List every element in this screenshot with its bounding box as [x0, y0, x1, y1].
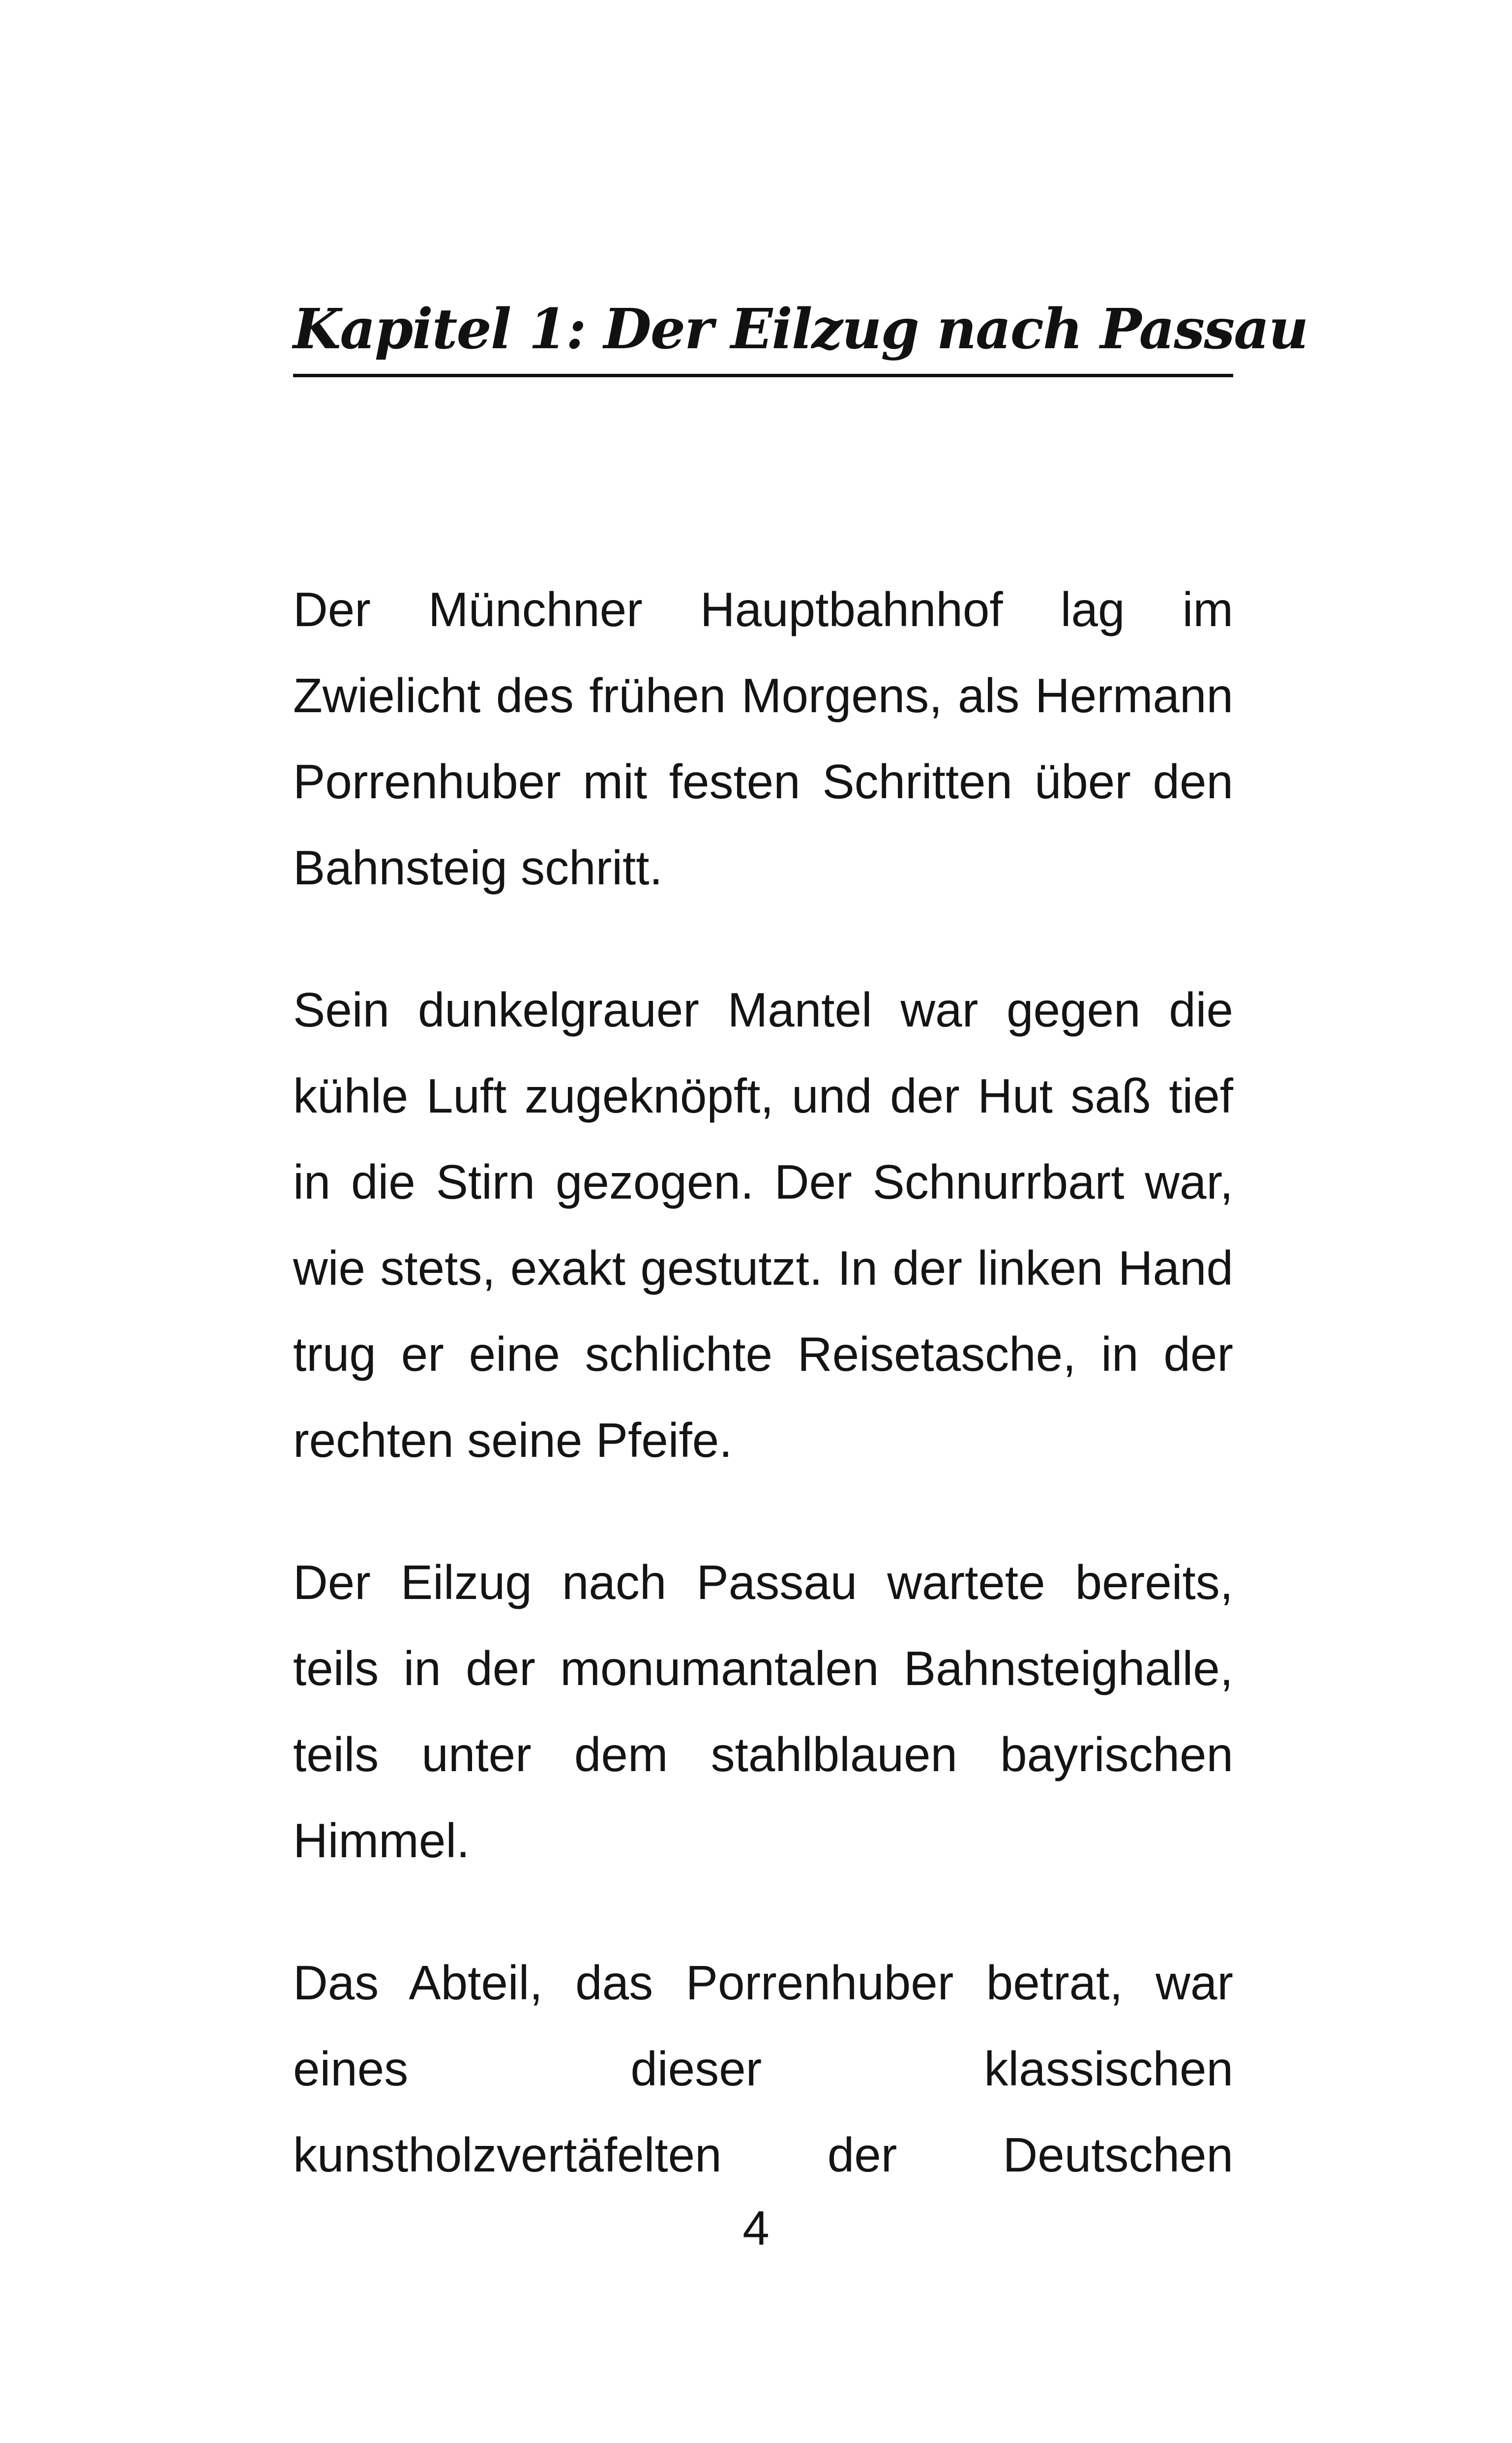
- paragraph: Der Eilzug nach Passau wartete bereits, teils in der monumantalen Bahnsteighalle, teils unter dem stahlblauen bayrischen Himmel.: [293, 1555, 1233, 1868]
- paragraph: Der Münchner Hauptbahnhof lag im Zwielicht des frühen Morgens, als Hermann Porrenhuber mit festen Schritten über den Bahnsteig schritt.: [293, 582, 1233, 895]
- page-number: 4: [742, 2201, 770, 2255]
- paragraph: Das Abteil, das Porrenhuber betrat, war eines dieser klassischen kunstholzvertäfelten der Deutschen: [293, 1956, 1233, 2182]
- title-underline: [293, 374, 1233, 377]
- paragraph: Sein dunkelgrauer Mantel war gegen die kühle Luft zugeknöpft, und der Hut saß tief in die Stirn gezogen. Der Schnurrbart war, wie stets, exakt gestutzt. In der linken Hand trug er eine schlichte Reisetasche, in der rechten seine Pfeife.: [293, 983, 1233, 1467]
- chapter-body: [293, 567, 1233, 2198]
- chapter-title: Kapitel 1: Der Eilzug nach Passau: [293, 297, 1308, 362]
